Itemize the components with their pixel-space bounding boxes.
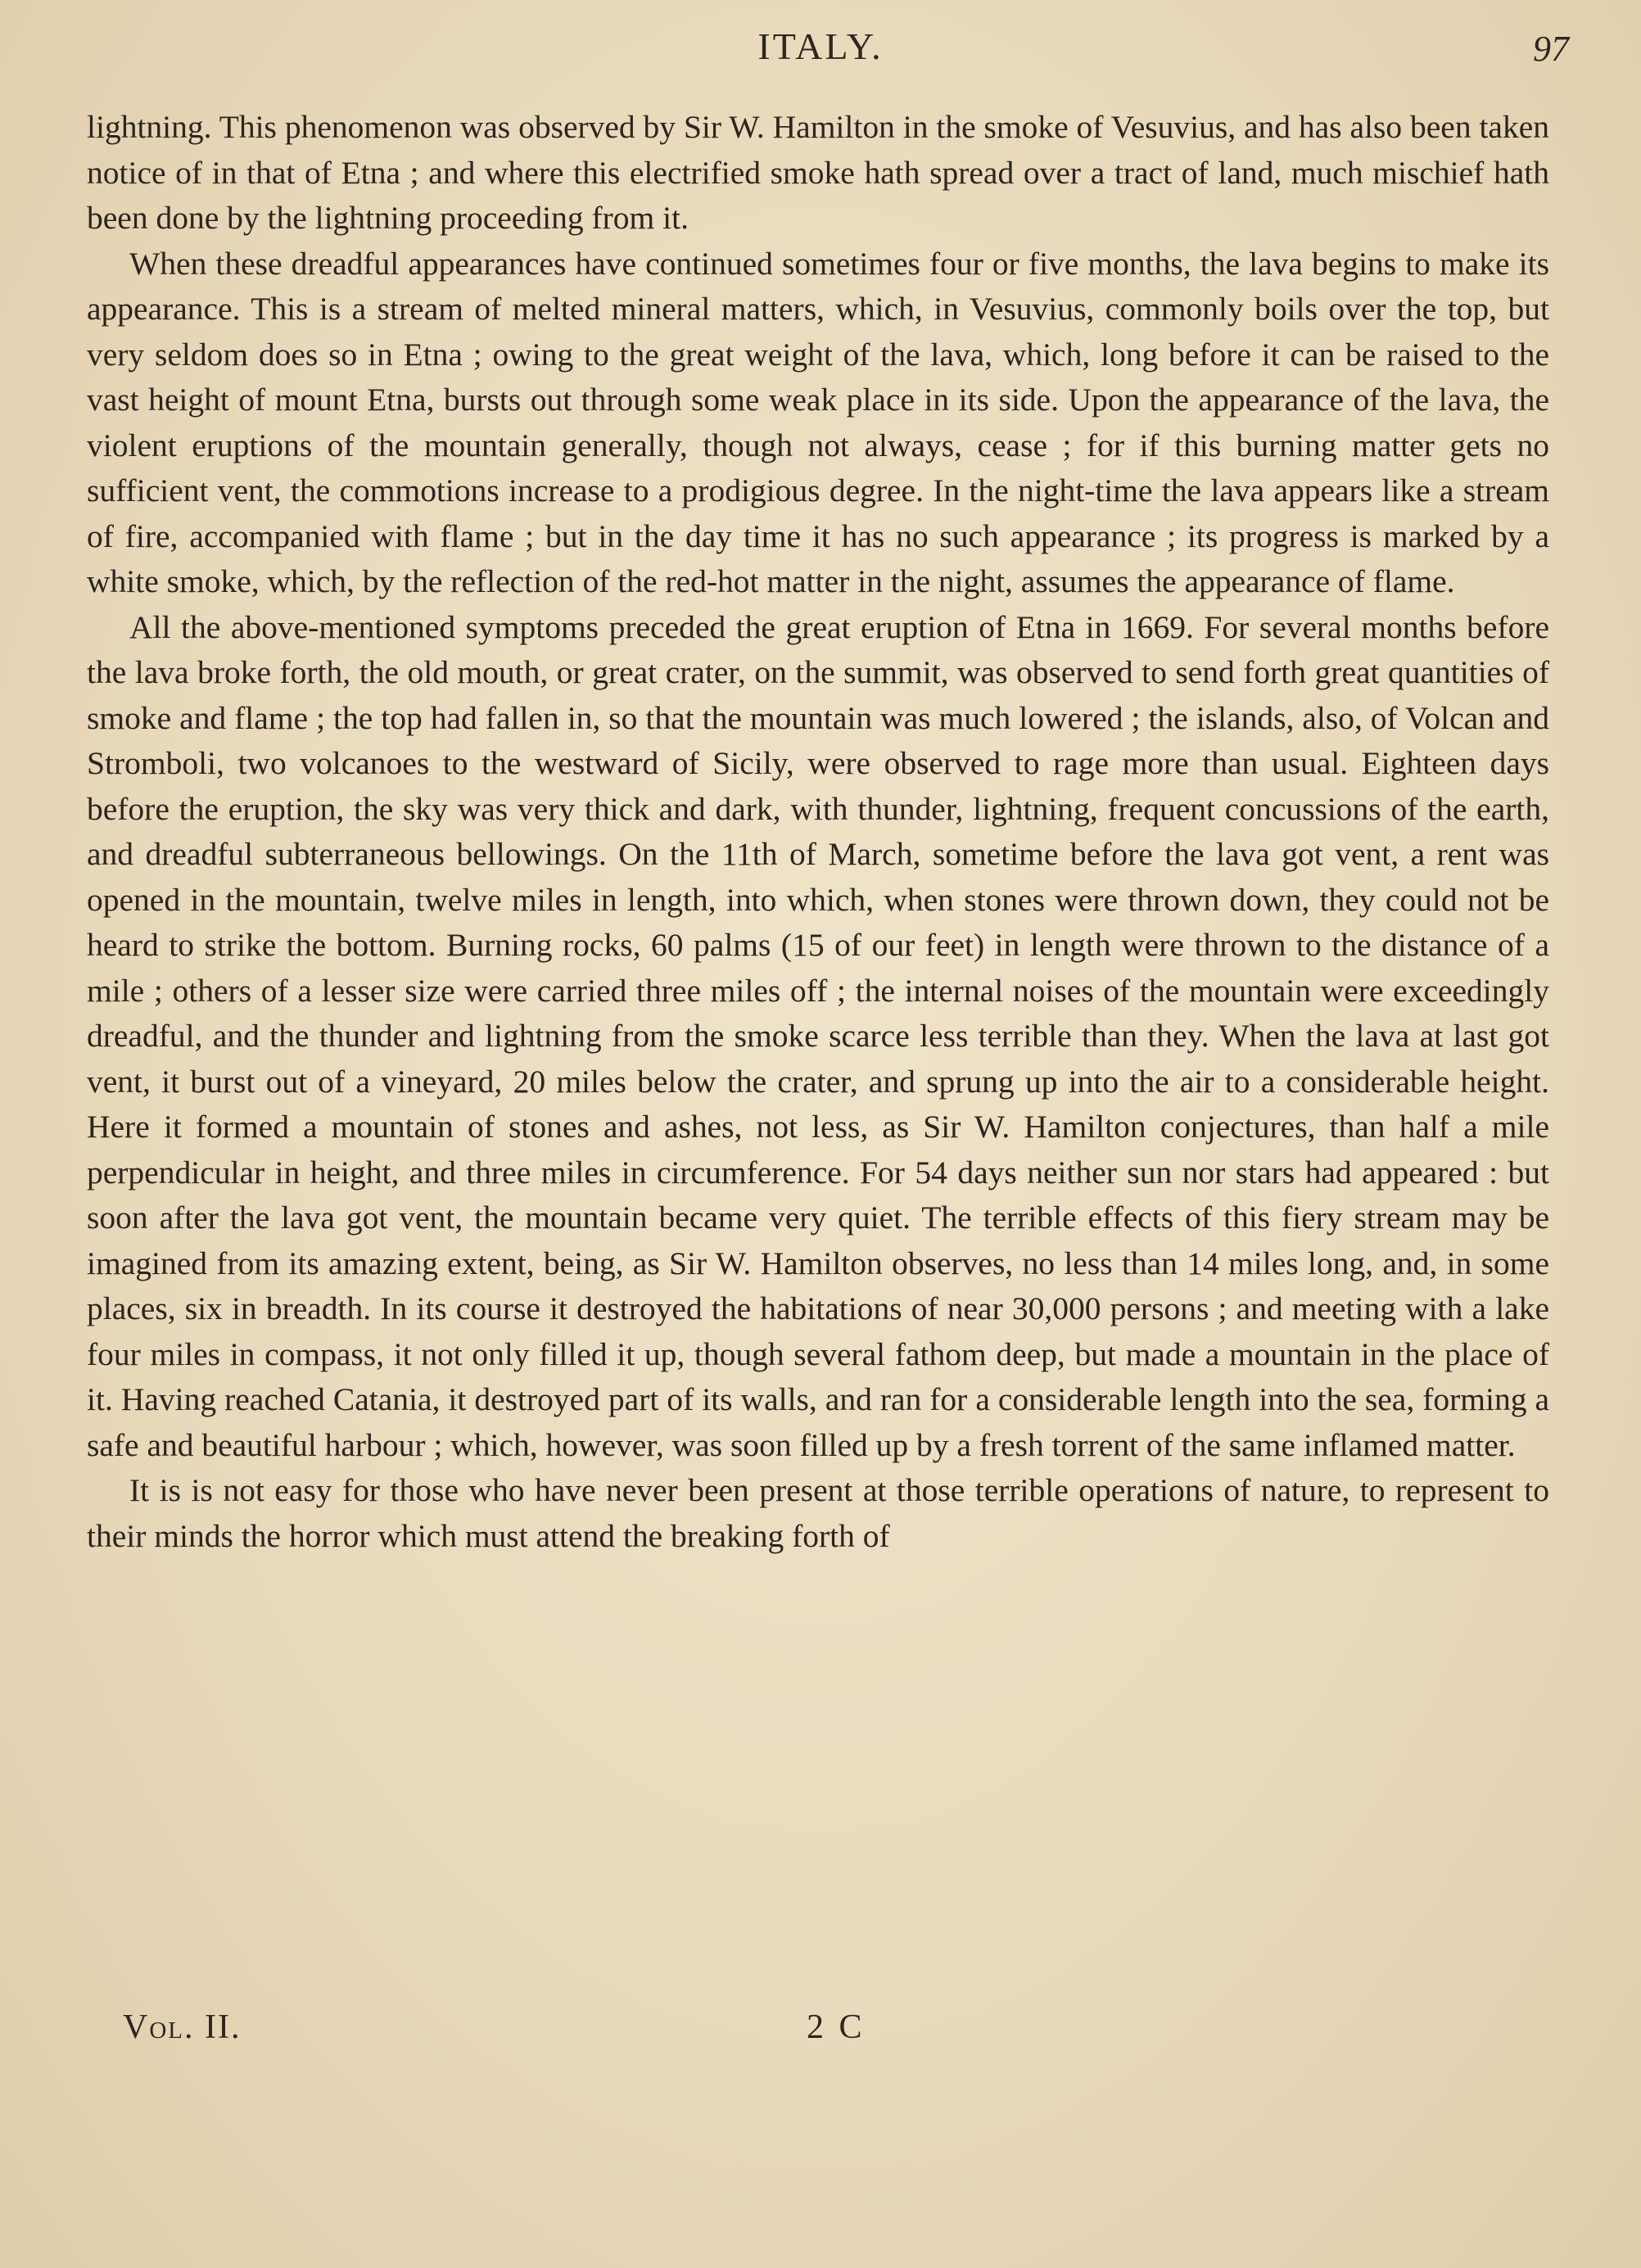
paragraph-lava: When these dreadful appearances have continued sometimes four or five months, the lava begins to make its appearance. This is a stream of melted mineral matters, which, in Vesuvius, commonly boils over the top, but very seldom does so in Etna ; owing to the great weight of the lava, which, long before it can be raised to the vast height of mount Etna, bursts out through some weak place in its side. Upon the appearance of the lava, the violent eruptions of the mountain generally, though not always, cease ; for if this burning matter gets no sufficient vent, the commotions increase to a prodigious degree. In the night-time the lava appears like a stream of fire, accompanied with flame ; but in the day time it has no such appearance ; its progress is marked by a white smoke, which, by the reflection of the red-hot matter in the night, assumes the appearance of flame. (87, 245, 1549, 599)
signature-line (0, 2008, 1641, 2057)
paragraph-continued: lightning. This phenomenon was observed by Sir W. Hamilton in the smoke of Vesuvius, and has also been taken notice of in that of Etna ; and where this electrified smoke hath spread over a tract of land, much mischief hath been done by the lightning proceeding from it. (87, 109, 1549, 236)
signature-mark: 2 C (807, 2008, 866, 2046)
page-title: ITALY. (757, 25, 884, 67)
paragraph-closing: It is is not easy for those who have never been present at those terrible operations of nature, to represent to their minds the horror which must attend the breaking forth of (87, 1472, 1549, 1554)
running-head (0, 25, 1641, 82)
page-number: 97 (1533, 29, 1569, 69)
body-text (87, 105, 1549, 1559)
volume-label: Vol. II. (123, 2008, 242, 2046)
paragraph-eruption-1669: All the above-mentioned symptoms preceded the great eruption of Etna in 1669. For several months before the lava broke forth, the old mouth, or great crater, on the summit, was observed to send forth great quantities of smoke and flame ; the top had fallen in, so that the mountain was much lowered ; the islands, also, of Volcan and Stromboli, two volcanoes to the westward of Sicily, were observed to rage more than usual. Eighteen days before the eruption, the sky was very thick and dark, with thunder, lightning, frequent concussions of the earth, and dreadful subterraneous bellowings. On the 11th of March, sometime before the lava got vent, a rent was opened in the mountain, twelve miles in length, into which, when stones were thrown down, they could not be heard to strike the bottom. Burning rocks, 60 palms (15 of our feet) in length were thrown to the distance of a mile ; others of a lesser size were carried three miles off ; the internal noises of the mountain were exceedingly dreadful, and the thunder and lightning from the smoke scarce less terrible than they. When the lava at last got vent, it burst out of a vineyard, 20 miles below the crater, and sprung up into the air to a considerable height. Here it formed a mountain of stones and ashes, not less, as Sir W. Hamilton conjectures, than half a mile perpendicular in height, and three miles in circumference. For 54 days neither sun nor stars had appeared : but soon after the lava got vent, the mountain became very quiet. The terrible effects of this fiery stream may be imagined from its amazing extent, being, as Sir W. Hamilton observes, no less than 14 miles long, and, in some places, six in breadth. In its course it destroyed the habitations of near 30,000 persons ; and meeting with a lake four miles in compass, it not only filled it up, though several fathom deep, but made a mountain in the place of it. Having reached Catania, it destroyed part of its walls, and ran for a considerable length into the sea, forming a safe and beautiful harbour ; which, however, was soon filled up by a fresh torrent of the same inflamed matter. (87, 608, 1549, 1463)
